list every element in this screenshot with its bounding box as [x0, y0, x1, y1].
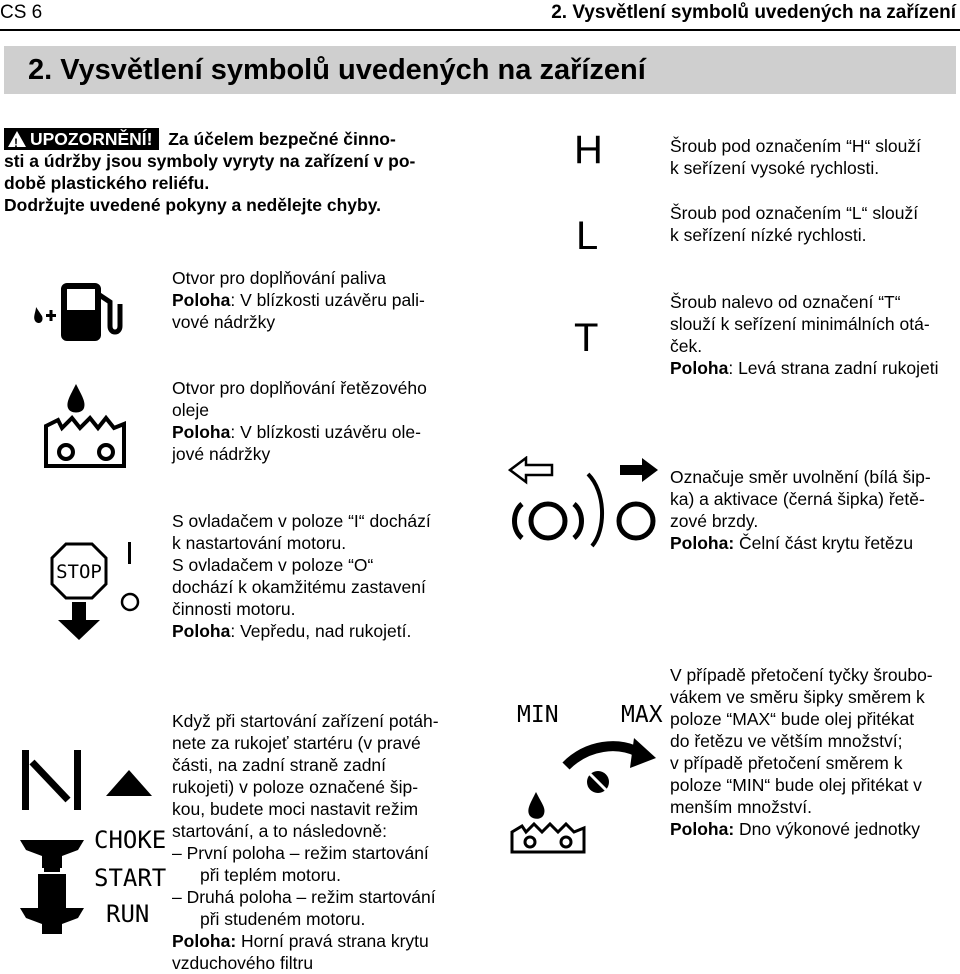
label-min: MIN [517, 702, 559, 728]
label-run: RUN [106, 900, 150, 928]
brake-text: Označuje směr uvolnění (bílá šip- ka) a aktivace (černá šipka) řetě- zové brzdy. Poloha: Čelní část krytu řetězu [670, 467, 931, 553]
warning-triangle-icon [8, 131, 26, 147]
choke-text: Když při startování zařízení potáh- nete za rukojeť startéru (v pravé části, na zadní straně zadní rukojeti) v poloze označené šip- kou, budete moci nastavit režim startování, a to následovně: – První poloha – režim startování při teplém motoru. – Druhá poloha – režim startování při studeném motoru. Poloha: Horní pravá strana krytu vzduchového filtru [172, 711, 439, 973]
warning-line: době plastického reliéfu. [4, 173, 210, 193]
arrow-up-icon [104, 768, 154, 804]
fuel-text: Otvor pro doplňování paliva Poloha: V blízkosti uzávěru pali- vové nádržky [172, 268, 425, 332]
stop-switch-icon [50, 540, 150, 646]
page-label: CS 6 [0, 2, 43, 23]
carb-t-text: Šroub nalevo od označení “T“ slouží k seřízení minimálních otá- ček. Poloha: Levá strana zadní rukojeti [670, 292, 939, 378]
carb-h-text: Šroub pod označením “H“ slouží k seřízení vysoké rychlosti. [670, 136, 921, 178]
carb-l-text: Šroub pod označením “L“ slouží k seřízení nízké rychlosti. [670, 203, 919, 245]
chain-oil-icon [40, 382, 130, 478]
svg-text:STOP: STOP [56, 561, 102, 583]
letter-h: H [574, 128, 603, 172]
label-choke: CHOKE [94, 826, 167, 854]
page-title: 2. Vysvětlení symbolů uvedených na zařízení [28, 54, 646, 86]
chain-brake-icon [508, 456, 660, 548]
switch-text: S ovladačem v poloze “I“ dochází k nastartování motoru. S ovladačem v poloze “O“ dochází k okamžitému zastavení činnosti motoru. Poloha: Vepředu, nad rukojetí. [172, 511, 431, 641]
choke-lever-icon [18, 744, 88, 934]
warning-block [4, 128, 454, 216]
title-bar [4, 46, 956, 94]
oil-pump-adjust-icon [508, 724, 664, 854]
fuel-pump-icon [28, 282, 132, 342]
oil-pump-text: V případě přetočení tyčky šroubo- vákem ve směru šipky směrem k poloze “MAX“ bude olej přitékat do řetězu ve větším množství; v případě přetočení směrem k poloze “MIN“ bude olej přitékat v menším množství. Poloha: Dno výkonové jednotky [670, 665, 933, 839]
label-max: MAX [621, 702, 663, 728]
warning-line: Za účelem bezpečné činno- [168, 129, 396, 149]
header-rule [0, 29, 960, 31]
warning-line: Dodržujte uvedené pokyny a nedělejte chyby. [4, 195, 382, 215]
section-title: 2. Vysvětlení symbolů uvedených na zařízení [551, 2, 956, 23]
warning-badge: !UPOZORNĚNÍ! [4, 128, 159, 150]
label-start: START [94, 864, 167, 892]
warning-line: sti a údržby jsou symboly vyryty na zařízení v po- [4, 151, 416, 171]
letter-t: T [574, 316, 599, 360]
chain-oil-text: Otvor pro doplňování řetězového oleje Poloha: V blízkosti uzávěru ole- jové nádržky [172, 378, 427, 464]
letter-l: L [576, 214, 599, 258]
